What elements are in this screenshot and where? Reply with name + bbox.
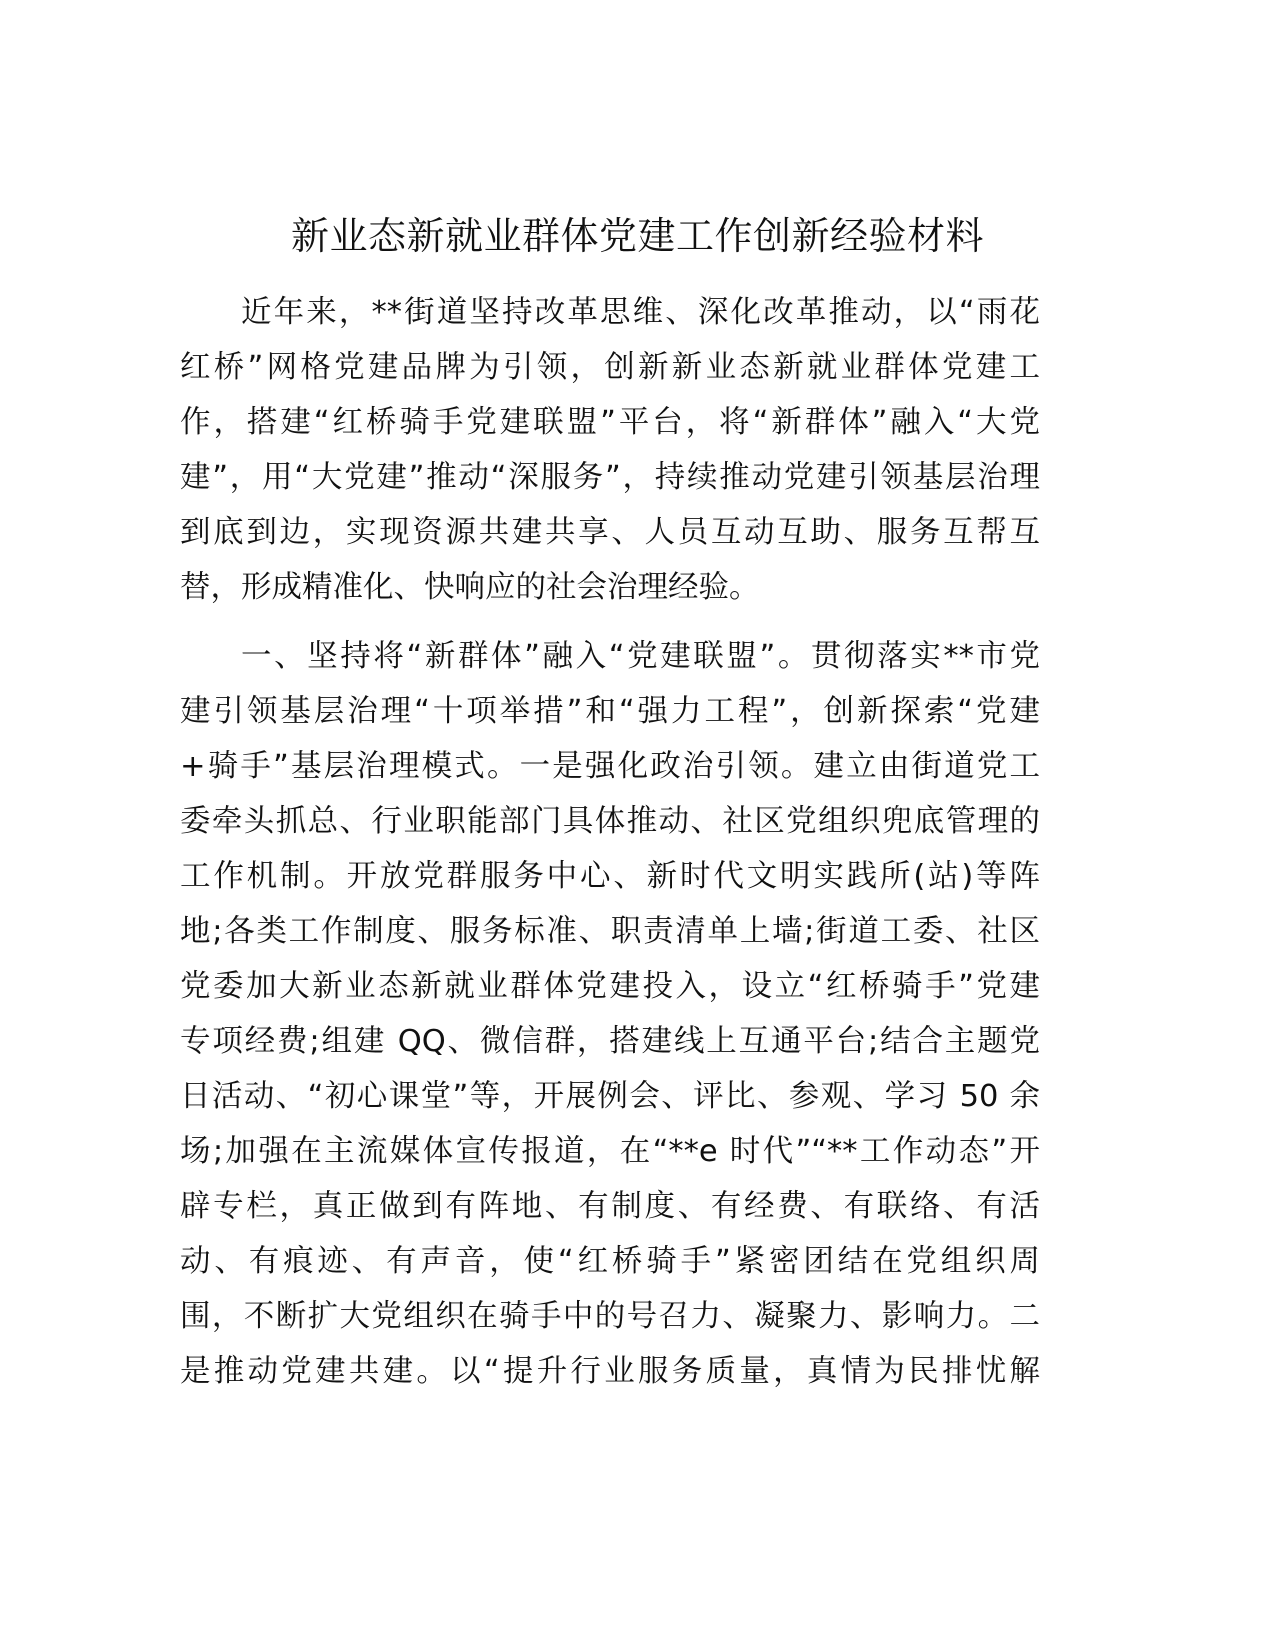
paragraph-line: 工作机制。开放党群服务中心、新时代文明实践所(站)等阵 <box>180 859 1040 894</box>
paragraph-line: 建引领基层治理“十项举措”和“强力工程”，创新探索“党建 <box>180 694 1040 729</box>
paragraph-line: 作，搭建“红桥骑手党建联盟”平台，将“新群体”融入“大党 <box>180 405 1040 440</box>
paragraph-line: 一、坚持将“新群体”融入“党建联盟”。贯彻落实**市党 <box>241 639 1040 674</box>
paragraph-line: 建”，用“大党建”推动“深服务”，持续推动党建引领基层治理 <box>180 460 1040 495</box>
document-body <box>180 285 1040 1399</box>
paragraph-line: 日活动、“初心课堂”等，开展例会、评比、参观、学习 50 余 <box>180 1079 1040 1114</box>
document-title: 新业态新就业群体党建工作创新经验材料 <box>290 214 984 258</box>
paragraph-section-one <box>180 629 1040 1399</box>
paragraph-line: +骑手”基层治理模式。一是强化政治引领。建立由街道党工 <box>180 749 1040 784</box>
paragraph-line: 辟专栏，真正做到有阵地、有制度、有经费、有联络、有活 <box>180 1189 1040 1224</box>
paragraph-line: 围，不断扩大党组织在骑手中的号召力、凝聚力、影响力。二 <box>180 1299 1040 1334</box>
paragraph-line: 地;各类工作制度、服务标准、职责清单上墙;街道工委、社区 <box>180 914 1040 949</box>
paragraph-line: 红桥”网格党建品牌为引领，创新新业态新就业群体党建工 <box>180 350 1040 385</box>
paragraph-line: 委牵头抓总、行业职能部门具体推动、社区党组织兜底管理的 <box>180 804 1040 839</box>
paragraph-line: 替，形成精准化、快响应的社会治理经验。 <box>180 570 760 605</box>
paragraph-line: 动、有痕迹、有声音，使“红桥骑手”紧密团结在党组织周 <box>180 1244 1040 1279</box>
paragraph-intro <box>180 285 1040 615</box>
paragraph-line: 是推动党建共建。以“提升行业服务质量，真情为民排忧解 <box>180 1354 1040 1389</box>
paragraph-line: 到底到边，实现资源共建共享、人员互动互助、服务互帮互 <box>180 515 1040 550</box>
paragraph-line: 近年来，**街道坚持改革思维、深化改革推动，以“雨花 <box>241 295 1040 330</box>
paragraph-line: 场;加强在主流媒体宣传报道，在“**e 时代”“**工作动态”开 <box>180 1134 1040 1169</box>
paragraph-line: 专项经费;组建 QQ、微信群，搭建线上互通平台;结合主题党 <box>180 1024 1040 1059</box>
paragraph-spacer <box>180 615 1040 629</box>
paragraph-line: 党委加大新业态新就业群体党建投入，设立“红桥骑手”党建 <box>180 969 1040 1004</box>
